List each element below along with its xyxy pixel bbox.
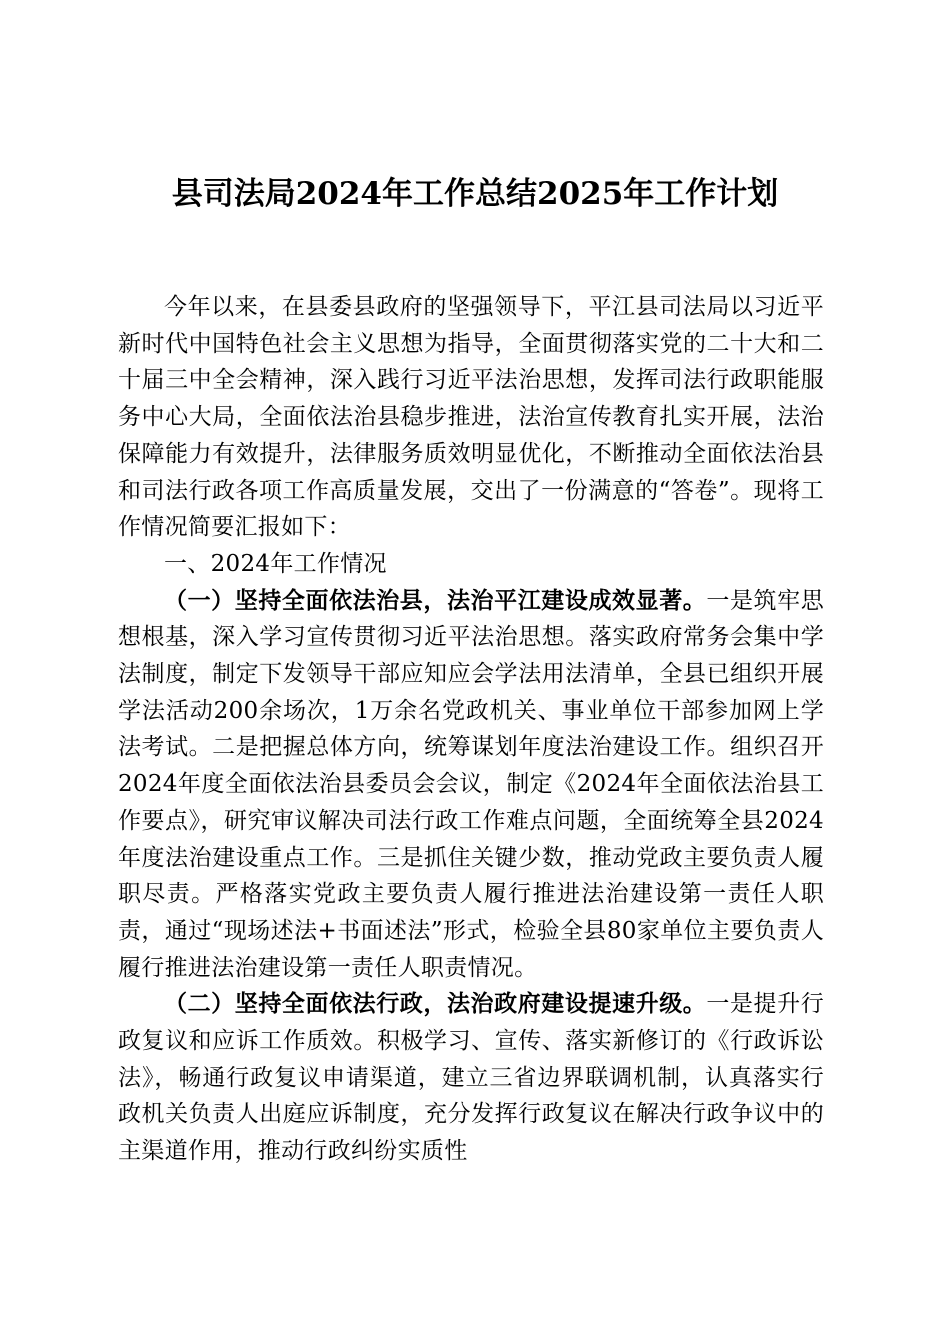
section-heading: 一、2024年工作情况 (164, 550, 387, 577)
subsection-1-text: 一是筑牢思想根基，深入学习宣传贯彻习近平法治思想。落实政府常务会集中学法制度，制定下发领导干部应知应会学法用法清单，全县已组织开展学法活动200余场次，1万余名党政机关、事业单位干部参加网上学法考试。二是把握总体方向，统筹谋划年度法治建设工作。组织召开2024年度全面依法治县委员会会议，制定《2024年全面依法治县工作要点》，研究审议解决司法行政工作难点问题，全面统筹全县2024年度法治建设重点工作。三是抓住关键少数，推动党政主要负责人履职尽责。严格落实党政主要负责人履行推进法治建设第一责任人职责，通过“现场述法+书面述法”形式，检验全县80家单位主要负责人履行推进法治建设第一责任人职责情况。 (118, 587, 824, 981)
document-title: 县司法局2024年工作总结2025年工作计划 (171, 176, 779, 212)
subsection-2-heading: （二）坚持全面依法行政，法治政府建设提速升级。 (164, 990, 707, 1018)
intro-paragraph: 今年以来，在县委县政府的坚强领导下，平江县司法局以习近平新时代中国特色社会主义思想为指导，全面贯彻落实党的二十大和二十届三中全会精神，深入践行习近平法治思想，发挥司法行政职能服务中心大局，全面依法治县稳步推进，法治宣传教育扎实开展，法治保障能力有效提升，法律服务质效明显优化，不断推动全面依法治县和司法行政各项工作高质量发展，交出了一份满意的“答卷”。现将工作情况简要汇报如下： (118, 294, 824, 541)
document-body (118, 289, 824, 1170)
subsection-2-paragraph (118, 986, 824, 1170)
subsection-1-heading: （一）坚持全面依法治县，法治平江建设成效显著。 (164, 586, 707, 614)
subsection-2-text: 一是提升行政复议和应诉工作质效。积极学习、宣传、落实新修订的《行政诉讼法》，畅通行政复议申请渠道，建立三省边界联调机制，认真落实行政机关负责人出庭应诉制度，充分发挥行政复议在解决行政争议中的主渠道作用，推动行政纠纷实质性 (118, 991, 824, 1165)
subsection-1-paragraph (118, 583, 824, 987)
